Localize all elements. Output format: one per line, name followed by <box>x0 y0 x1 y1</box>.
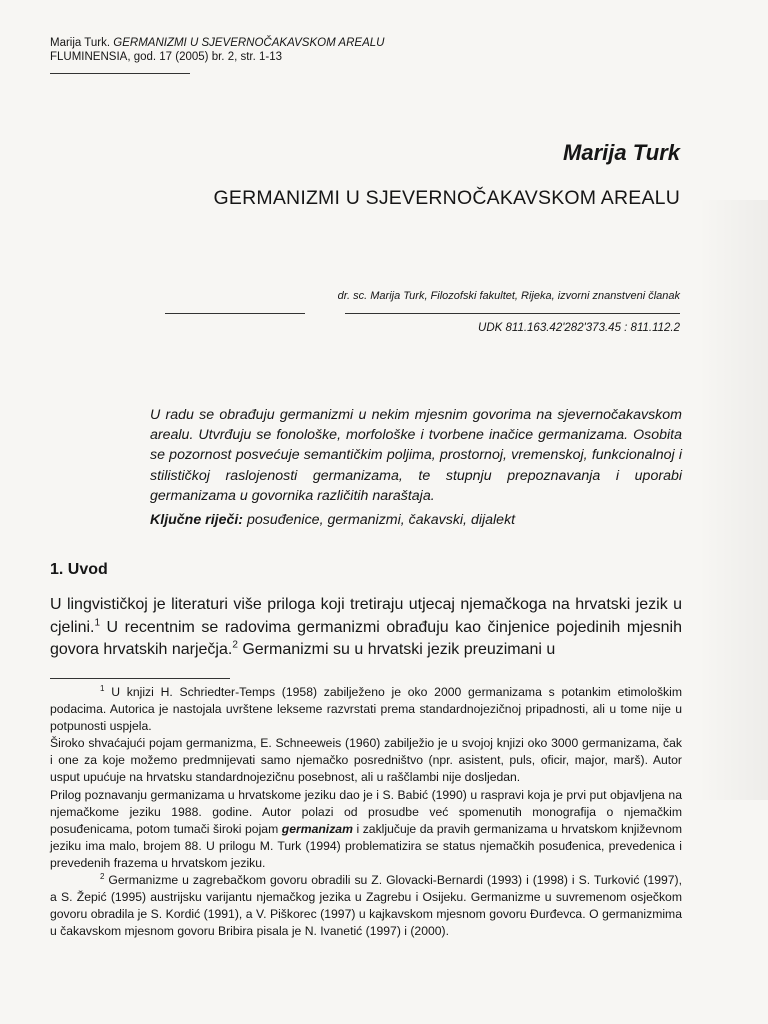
header-author: Marija Turk. <box>50 37 111 49</box>
header-citation-line <box>50 36 384 50</box>
footnote-1-term: germanizam <box>281 821 353 836</box>
running-header <box>50 36 384 64</box>
footnote-1-para-b: Široko shvaćajući pojam germanizma, E. Schneeweis (1960) zabilježio je u svojoj knjizi oko 3000 germanizama, čak i one za koje možemo predmnijevati samo njemačko posredništvo (npr. asistent, puls, oficir, major, marš). Autor usput upućuje na hrvatsku standardnojezičnu posebnost, ali u raščlambi nije dosljedan. <box>50 736 682 785</box>
footnote-1 <box>50 684 682 735</box>
footnote-1-para-c <box>50 787 682 872</box>
body-text-b: U recentnim se radovima germanizmi obrađuju kao činjenice pojedinih mjesnih govora hrvatskih narječja. <box>50 618 682 658</box>
abstract: U radu se obrađuju germanizmi u nekim mjesnim govorima na sjevernočakavskom arealu. Utvrđuju se fonološke, morfološke i tvorbene inačice germanizama. Osobita se pozornost posvećuje semantičkim poljima, prostornoj, vremenskoj, funkcionalnoj i stilističkoj raslojenosti germanizama, te stupnju prepoznavanja i uporabi germanizama u govornika različitih naraštaja. <box>150 407 682 504</box>
footnote-1-text-c-post: i zaključuje da pravih germanizama u hrvatskom književnom jeziku ima malo, brojem 88. U prilogu M. Turk (1994) problematizira se status njemačkih posuđenica, prevedenica i prevedenih frazema u hrvatskom jeziku. <box>50 821 682 870</box>
footnote-ref-1: 1 <box>94 617 101 629</box>
footnote-2-number: 2 <box>100 871 105 881</box>
keywords-label: Ključne riječi: <box>150 512 244 528</box>
section-heading: 1. Uvod <box>50 561 108 578</box>
footnote-1-text-c-pre: Prilog poznavanju germanizama u hrvatskome jeziku dao je i S. Babić (1990) u raspravi koja je prvi put objavljena na njemačkome jeziku 1988. godine. Autor polazi od prosudbe već spomenutih monografija o njemačkim posuđenicama, potom tumači široki pojam <box>50 787 682 836</box>
footnote-1-text-a: U knjizi H. Schriedter-Temps (1958) zabilježeno je oko 2000 germanizama s potankim etimološkim podacima. Autorica je nastojala uvrštene lekseme razvrstati prema standardnojezičnoj pripadnosti, ali u tome nije u potpunosti uspjela. <box>50 685 682 734</box>
footnote-rule <box>50 678 230 679</box>
article-author: Marija Turk <box>563 140 680 165</box>
header-journal: FLUMINENSIA, god. 17 (2005) br. 2, str. 1-13 <box>50 51 283 63</box>
footnote-ref-2: 2 <box>232 639 238 651</box>
separator-rule-right <box>345 313 680 314</box>
body-text-a: U lingvističkoj je literaturi više priloga koji tretiraju utjecaj njemačkoga na hrvatski jezik u cjelini. <box>50 596 682 636</box>
separator-rule-left <box>165 313 305 314</box>
body-paragraph <box>50 594 682 662</box>
udk-code: UDK 811.163.42'282'373.45 : 811.112.2 <box>478 322 680 334</box>
header-rule <box>50 73 190 74</box>
footnote-2 <box>50 872 682 940</box>
body-text-c: Germanizmi su u hrvatski jezik preuzimani u <box>237 641 556 658</box>
footnote-2-text: Germanizme u zagrebačkom govoru obradili su Z. Glovacki-Bernardi (1993) i (1998) i S. Turković (1997), a S. Žepić (1995) austrijsku varijantu njemačkog jezika u Zagrebu i Osijeku. Germanizme u suvremenom osječkom govoru obradila je S. Kordić (1991), a V. Piškorec (1997) u kajkavskom mjesnom govoru Đurđevca. O germanizmima u čakavskom mjesnom govoru Bribira pisala je N. Ivanetić (1997) i (2000). <box>50 873 682 939</box>
author-affiliation: dr. sc. Marija Turk, Filozofski fakultet, Rijeka, izvorni znanstveni članak <box>337 290 680 302</box>
scan-shadow <box>698 200 768 800</box>
article-title: GERMANIZMI U SJEVERNOČAKAVSKOM AREALU <box>213 187 680 209</box>
keywords <box>150 512 682 528</box>
footnote-1-number: 1 <box>100 683 105 693</box>
footnotes <box>50 684 682 940</box>
header-title: GERMANIZMI U SJEVERNOČAKAVSKOM AREALU <box>113 37 385 49</box>
keywords-list: posuđenice, germanizmi, čakavski, dijalekt <box>247 512 516 528</box>
